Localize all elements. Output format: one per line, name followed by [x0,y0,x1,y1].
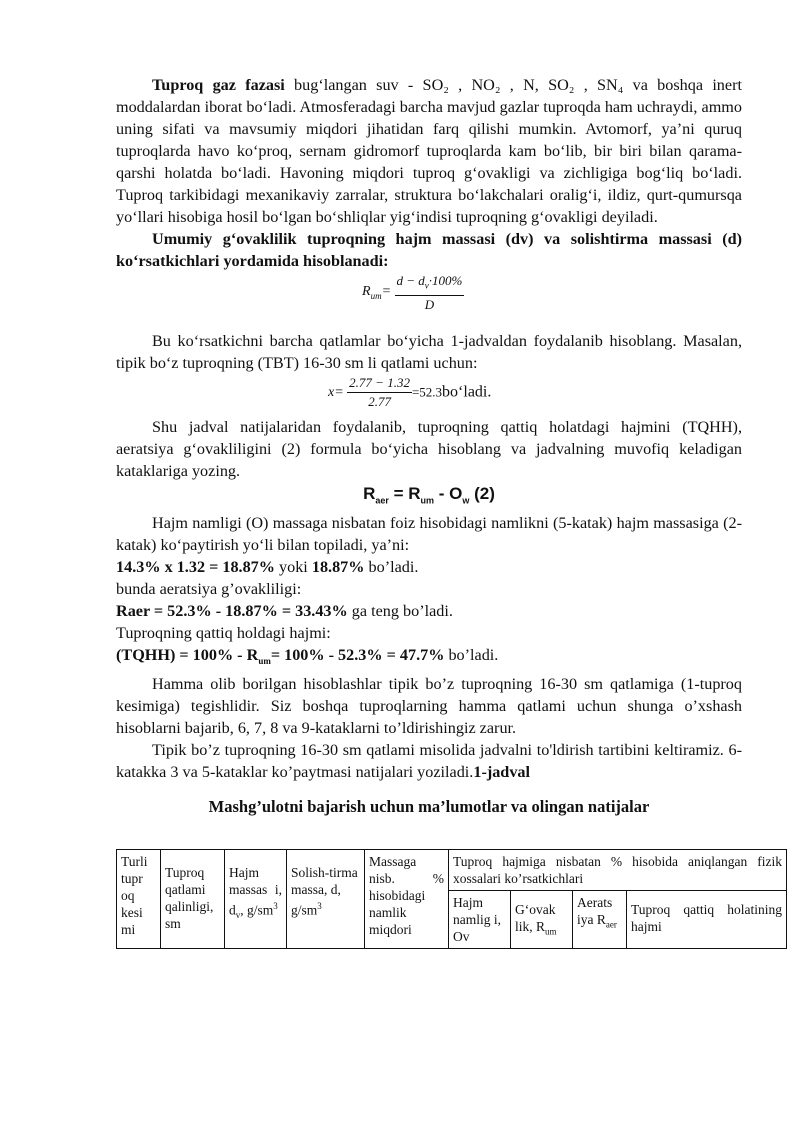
formula-example-lhs: x [328,384,335,400]
paragraph-gas-phase [116,74,742,228]
formula-example: x= $\frac{2.77 - 1.32}{2.77}$ =52.3bo‘ladi. [328,375,492,409]
header-layer-thickness: Tuproq qatlami qalinligi, sm [161,850,225,949]
formula-porosity-lhs: $R_{um}=$ [362,284,392,302]
line-solid-volume-label: Tuproqning qattiq holdagi hajmi: [116,624,331,643]
table-label: 1-jadval [473,762,530,781]
line-aeration-label: bunda aeratsiya g’ovakliligi: [116,580,302,599]
line-moisture-calc: 14.3% x 1.32 = 18.87% yoki 18.87% bo’ladi. [116,558,419,577]
data-table [116,849,787,949]
paragraph-calc-scope: Hamma olib borilgan hisoblashlar tipik bo’z tuproqning 16-30 sm qatlamiga (1-tuproq kesimiga) tegishlidir. Siz boshqa tuproqlarning hamma qatlami uchun shunga o’xshash hisoblarni bajarib, 6, 7, 8 va 9-kataklarni to’ldirishingiz zarur. [116,674,742,737]
header-aeration: Aerats iya $R_{aer}$ [573,891,627,949]
line-solid-volume-calc: (TQHH) = $100\% - R_{um}= 100\% - 52.3\% = 47.7\%$ bo’ladi. [116,646,499,667]
formula-example-result: =52.3 [411,384,443,400]
header-solid-volume: Tuproq qattiq holatining hajmi [627,891,787,949]
header-volume-properties-group: Tuproq hajmiga nisbatan % hisobida aniqlangan fizik xossalari ko’rsatkichlari [449,850,787,891]
paragraph-table-fill: Shu jadval natijalaridan foydalanib, tuproqning qattiq holatdagi hajmini (TQHH), aeratsiya g‘ovakliligini (2) formula bo‘yicha hisoblang va jadvalning muvofiq keladigan kataklariga yozing. [116,418,742,480]
formula-porosity-fraction: $\frac{d - d_v\cdot 100\%}{D}$ [396,273,463,312]
document-page [116,74,742,835]
table-title: Mashg’ulotni bajarish uchun ma’lumotlar va olingan natijalar [208,796,650,816]
header-bulk-density: Hajm massas i, $d_v$, $g/sm^3$ [225,850,287,949]
paragraph-table-order: Tipik bo’z tuproqning 16-30 sm qatlami misolida jadvalni to'ldirish tartibini keltiramiz. 6-katakka 3 va 5-kataklar ko’paytmasi natijalari yoziladi.1-jadval [116,740,742,781]
paragraph-gas-phase-text: bug‘langan suv - SO₂ , NO₂ , N, SO₂ , SN₄ va boshqa inert moddalardan iborat bo‘ladi. Atmosferadagi barcha mavjud gazlar tuproqda ham uchraydi, ammo uning sifati va mavsumiy miqdori jihatidan farq qilishi mumkin. Avtomorf, ya’ni quruq tuproqlarda havo ko‘proq, sernam gidromorf tuproqlarda kam bo‘lib, bir biri bilan qarama-qarshi holatda bo‘ladi. Havoning miqdori tuproq g‘ovakligi va zichligiga bog‘liq bo‘ladi. Tuproq tarkibidagi mexanikaviy zarralar, struktura bo‘lakchalari oralig‘i, ildiz, qurt-qumursqa yo‘llari hisobiga hosil bo‘lgan bo‘shliqlar yig‘indisi tuproqning g‘ovakligi deyiladi. [116,76,742,226]
formula-example-fraction: $\frac{2.77 - 1.32}{2.77}$ [349,375,410,409]
table-header-row [117,850,787,891]
formula-example-tail: bo‘ladi. [442,383,492,401]
term-gas-phase: Tuproq gaz fazasi [152,76,285,94]
formula-porosity [116,272,742,316]
header-particle-density: Solish-tirma massa, d, $g/sm^3$ [287,850,365,949]
formula-aeration: $R_{aer} = R_{um} - O_w$ (2) [363,484,495,506]
header-soil-section: Turli tupr oq kesi mi [117,850,161,949]
paragraph-porosity-heading: Umumiy g‘ovaklilik tuproqning hajm massasi (dv) va solishtirma massasi (d) ko‘rsatkichlari yordamida hisoblanadi: [116,230,742,270]
line-aeration-calc: Raer = 52.3% - 18.87% = 33.43% ga teng bo’ladi. [116,602,453,621]
header-moisture-mass: Massaga nisb. % hisobidagi namlik miqdori [365,850,449,949]
header-porosity: G‘ovak lik, $R_{um}$ [511,891,573,949]
paragraph-volume-moisture: Hajm namligi (O) massaga nisbatan foiz hisobidagi namlikni (5-katak) hajm massasiga (2-katak) ko‘paytirish yo‘li bilan topiladi, ya’ni: [116,514,742,555]
paragraph-calc-instruction: Bu ko‘rsatkichni barcha qatlamlar bo‘yicha 1-jadvaldan foydalanib hisoblang. Masalan, tipik bo‘z tuproqning (TBT) 16-30 sm li qatlami uchun: [116,332,742,372]
header-volume-moisture: Hajm namlig i, Ov [449,891,511,949]
